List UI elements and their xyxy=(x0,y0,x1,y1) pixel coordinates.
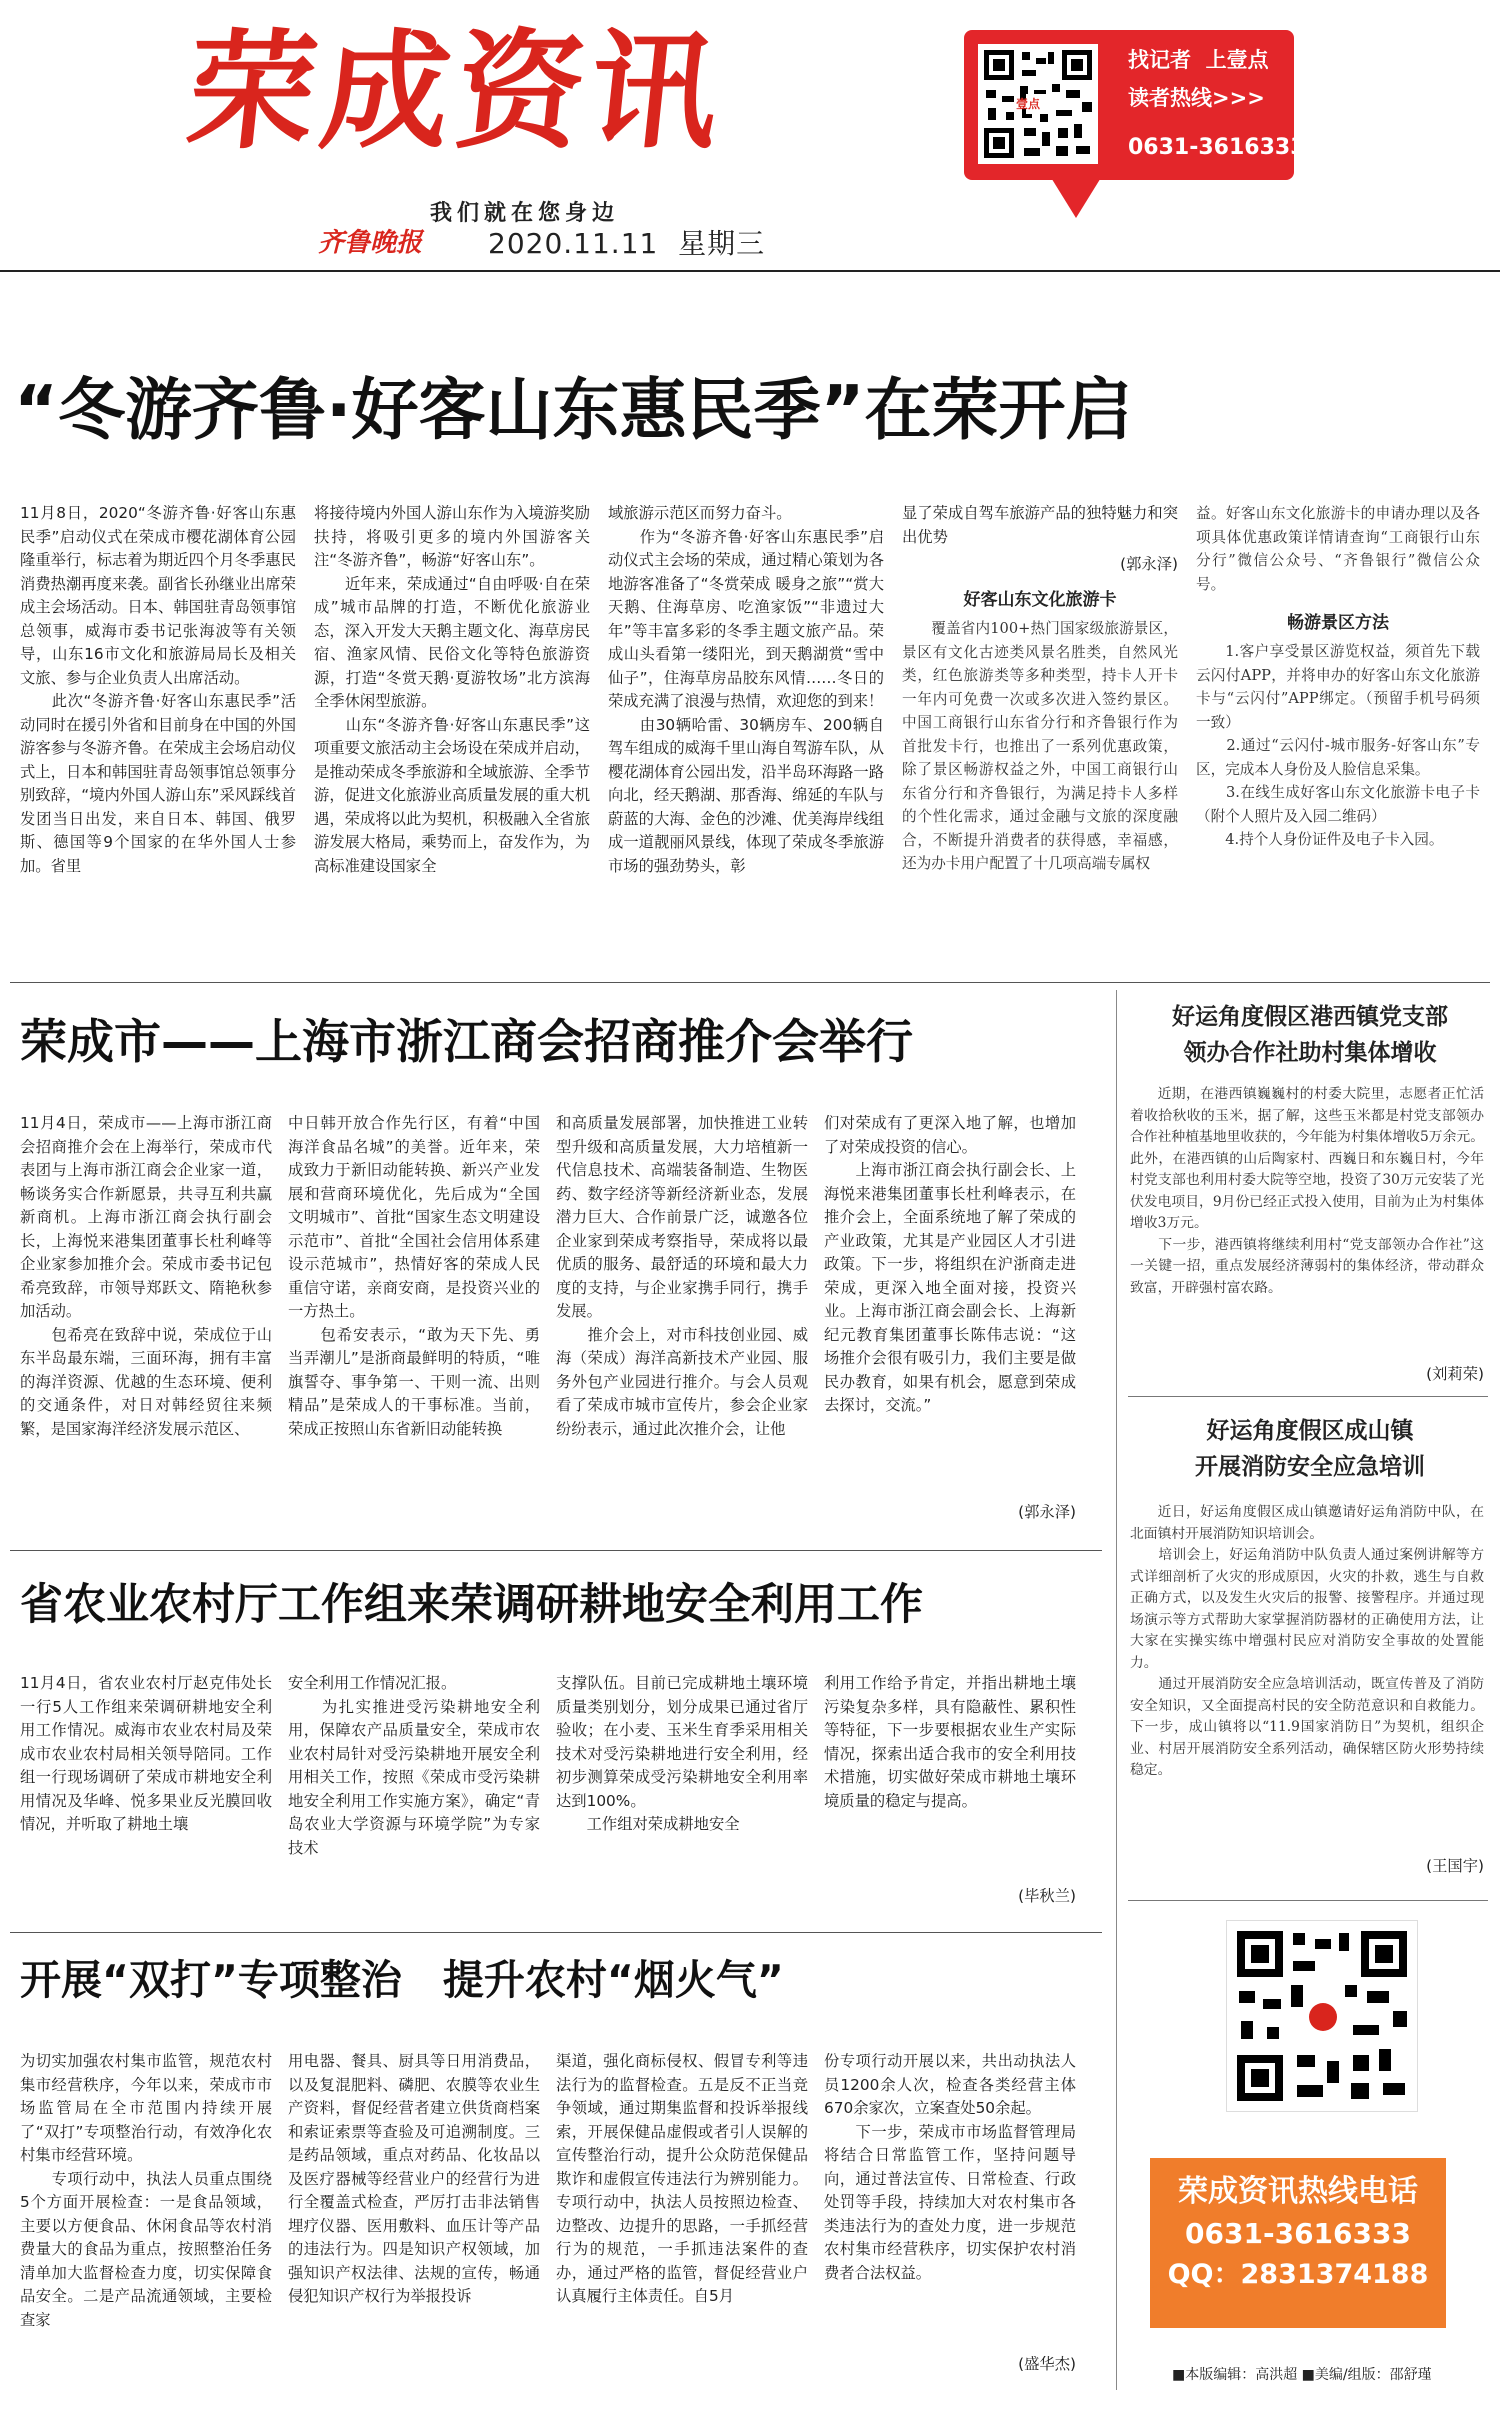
article2-author: (郭永泽) xyxy=(1018,1503,1076,1521)
hotline-phone[interactable]: 0631-3616333 xyxy=(1185,2217,1411,2250)
article3-col4: 利用工作给予肯定，并指出耕地土壤污染复杂多样，具有隐蔽性、累积性等特征，下一步要根据农业生产实际情况，探索出适合我市的安全利用技术措施，切实做好荣成市耕地土壤环境质量的稳定与提高。 xyxy=(824,1674,1076,1810)
side-column-divider xyxy=(1116,990,1117,2390)
article4-headline: 开展“双打”专项整治 提升农村“烟火气” xyxy=(20,1956,784,2004)
article2-col2: 中日韩开放合作先行区，有着“中国海洋食品名城”的美誉。近年来，荣成致力于新旧动能转换、新兴产业发展和营商环境优化，先后成为“全国文明城市”、首批“国家生态文明建设示范市”、首批“全国社会信用体系建设示范城市”，热情好客的荣成人民重信守诺，亲商安商，是投资兴业的一方热土。 包希安表示，“敢为天下先、勇当弄潮儿”是浙商最鲜明的特质，“唯旗誓夺、事争第一、干则一流、出则精品”是荣成人的干事标准。当前，荣成正按照山东省新旧动能转换 xyxy=(288,1114,540,1438)
article1-col4: 显了荣成自驾车旅游产品的独特魅力和突出优势 xyxy=(902,504,1178,546)
qr-line-reader-hotline: 读者热线>>> xyxy=(1128,86,1265,110)
hotline-qq[interactable]: QQ：2831374188 xyxy=(1167,2259,1429,2290)
paper-logo: 齐鲁晚报 xyxy=(318,228,423,258)
issue-weekday: 星期三 xyxy=(678,227,766,260)
article4-col2: 用电器、餐具、厨具等日用消费品，以及复混肥料、磷肥、农膜等农业生产资料，督促经营者建立供货商档案和索证索票等查验及可追溯制度。三是药品领域，重点对药品、化妆品以及医疗器械等经营业户的经营行为进行全覆盖式检查，严厉打击非法销售埋疗仪器、医用敷料、血压计等产品的违法行为。四是知识产权领域，加强知识产权法律、法规的宣传，畅通侵犯知识产权行为举报投诉 xyxy=(288,2052,540,2305)
article1-author: (郭永泽) xyxy=(1120,555,1178,573)
article4-col4: 份专项行动开展以来，共出动执法人员1200余人次，检查各类经营主体670余家次，立案查处50余起。 下一步，荣成市市场监督管理局将结合日常监管工作，坚持问题导向，通过普法宣传、日常检查、行政处罚等手段，持续加大对农村集市各类违法行为的查处力度，进一步规范农村集市经营秩序，切实保护农村消费者合法权益。 xyxy=(824,2052,1076,2282)
hotline-box xyxy=(1150,2158,1446,2328)
article1-col5-title: 畅游景区方法 xyxy=(1287,613,1389,633)
qr-line-find-reporter: 找记者 上壹点 xyxy=(1128,48,1269,72)
article3-rule xyxy=(10,1932,1102,1933)
issue-date-value: 2020.11.11 xyxy=(488,227,659,260)
masthead-title: 荣成资讯 xyxy=(180,18,732,167)
article4-col3: 渠道，强化商标侵权、假冒专利等违法行为的监督检查。五是反不正当竞争领域，通过期集监督和投诉举报线索，开展保健品虚假或者引人误解的宣传整治行动，提升公众防范保健品欺诈和虚假宣传违法行为辨别能力。专项行动中，执法人员按照边检查、边整改、边提升的思路，一手抓经营行为的规范，一手抓违法案件的查办，通过严格的监管，督促经营业户认真履行主体责任。自5月 xyxy=(556,2052,808,2305)
article3-col3: 支撑队伍。目前已完成耕地土壤环境质量类别划分，划分成果已通过省厅验收；在小麦、玉米生育季采用相关技术对受污染耕地进行安全利用，经初步测算荣成受污染耕地安全利用率达到100%。 工作组对荣成耕地安全 xyxy=(556,1674,808,1833)
masthead-slogan: 我们就在您身边 xyxy=(430,201,620,226)
masthead-rule xyxy=(0,270,1500,272)
side2-author: (王国宇) xyxy=(1426,1857,1484,1875)
article2-col1: 11月4日，荣成市——上海市浙江商会招商推介会在上海举行，荣成市代表团与上海市浙江商会企业家一道，畅谈务实合作新愿景，共寻互利共赢新商机。上海市浙江商会执行副会长，上海悦来港集团董事长杜利峰等企业家参加推介会。荣成市委书记包希亮致辞，市领导郑跃文、隋艳秋参加活动。 包希亮在致辞中说，荣成位于山东半岛最东端，三面环海，拥有丰富的海洋资源、优越的生态环境、便利的交通条件，对日对韩经贸往来频繁，是国家海洋经济发展示范区、 xyxy=(20,1114,272,1438)
article2-col4: 们对荣成有了更深入地了解，也增加了对荣成投资的信心。 上海市浙江商会执行副会长、上海悦来港集团董事长杜利峰表示，在推介会上，全面系统地了解了荣成的产业政策，尤其是产业园区人才引进政策。下一步，将组织在沪浙商走进荣成，更深入地全面对接，投资兴业。上海市浙江商会副会长、上海新纪元教育集团董事长陈伟志说：“这场推介会很有吸引力，我们主要是做民办教育，如果有机会，愿意到荣成去探讨，交流。” xyxy=(824,1114,1076,1414)
article4-col1: 为切实加强农村集市监管，规范农村集市经营秩序，今年以来，荣成市市场监管局在全市范围内持续开展了“双打”专项整治行动，有效净化农村集市经营环境。 专项行动中，执法人员重点围绕5个方面开展检查：一是食品领域，主要以方便食品、休闲食品等农村消费量大的食品为重点，按照整治任务清单加大监督检查力度，切实保障食品安全。二是产品流通领域，主要检查家 xyxy=(20,2052,272,2329)
article1-col2: 将接待境内外国人游山东作为入境游奖励扶持，将吸引更多的境内外国游客关注“冬游齐鲁”，畅游“好客山东”。 近年来，荣成通过“自由呼吸·自在荣成”城市品牌的打造，不断优化旅游业态，深入开发大天鹅主题文化、海草房民宿、渔家风情、民俗文化等特色旅游资源，打造“冬赏天鹅·夏游牧场”北方滨海全季休闲型旅游。 山东“冬游齐鲁·好客山东惠民季”这项重要文旅活动主会场设在荣成并启动，是推动荣成冬季旅游和全域旅游、全季节游，促进文化旅游业高质量发展的重大机遇，荣成将以此为契机，积极融入全省旅游发展大格局，乘势而上，奋发作为，为高标准建设国家全 xyxy=(314,504,590,875)
article3-headline: 省农业农村厅工作组来荣调研耕地安全利用工作 xyxy=(20,1580,923,1630)
article2-col3: 和高质量发展部署，加快推进工业转型升级和高质量发展，大力培植新一代信息技术、高端装备制造、生物医药、数字经济等新经济新业态，发展潜力巨大、合作前景广泛，诚邀各位企业家到荣成考察指导，荣成将以最优质的服务、最舒适的环境和最大力度的支持，与企业家携手同行，携手发展。 推介会上，对市科技创业园、威海（荣成）海洋高新技术产业园、服务外包产业园进行推介。与会人员观看了荣成市城市宣传片，参会企业家纷纷表示，通过此次推介会，让他 xyxy=(556,1114,808,1438)
article3-col2: 安全利用工作情况汇报。 为扎实推进受污染耕地安全利用，保障农产品质量安全，荣成市农业农村局针对受污染耕地开展安全利用相关工作，按照《荣成市受污染耕地安全利用工作实施方案》，确定“青岛农业大学资源与环境学院”为专家技术 xyxy=(288,1674,540,1857)
article1-col1: 11月8日，2020“冬游齐鲁·好客山东惠民季”启动仪式在荣成市樱花湖体育公园隆重举行，标志着为期近四个月冬季惠民消费热潮再度来袭。副省长孙继业出席荣成主会场活动。日本、韩国驻青岛领事馆总领事，威海市委书记张海波等有关领导，山东16市文化和旅游局局长及相关文旅、参与企业负责人出席活动。 此次“冬游齐鲁·好客山东惠民季”活动同时在援引外省和目前身在中国的外国游客参与冬游齐鲁。在荣成主会场启动仪式上，日本和韩国驻青岛领事馆总领事分别致辞，“境内外国人游山东”采风踩线首发团当日出发，来自日本、韩国、俄罗斯、德国等9个国家的在华外国人士参加。省里 xyxy=(20,504,296,875)
article2-headline: 荣成市——上海市浙江商会招商推介会举行 xyxy=(20,1015,913,1070)
side1-headline-line2: 领办合作社助村集体增收 xyxy=(1183,1040,1437,1066)
editor-credits: ■本版编辑：高洪超 ■美编/组版：邵舒瑾 xyxy=(1172,2367,1432,2383)
article1-rule xyxy=(10,982,1490,983)
bottom-qr-code-icon[interactable] xyxy=(1226,1920,1418,2112)
side1-rule xyxy=(1128,1396,1488,1397)
side2-headline-line1: 好运角度假区成山镇 xyxy=(1206,1418,1414,1444)
qr-brand-label: 壹点 xyxy=(1016,97,1041,111)
article4-author: (盛华杰) xyxy=(1018,2355,1076,2373)
article1-headline: “冬游齐鲁·好客山东惠民季”在荣开启 xyxy=(14,371,1133,449)
side1-headline-line1: 好运角度假区港西镇党支部 xyxy=(1172,1004,1448,1030)
article1-sidebar-text: 覆盖省内100+热门国家级旅游景区，景区有文化古迹类风景名胜类，自然风光类，红色旅游类等多种类型，持卡人开卡一年内可免费一次或多次进入签约景区。中国工商银行山东省分行和齐鲁银行作为首批发卡行，也推出了一系列优惠政策，除了景区畅游权益之外，中国工商银行山东省分行和齐鲁银行，为满足持卡人多样的个性化需求，通过金融与文旅的深度融合，不断提升消费者的获得感，幸福感，还为办卡用户配置了十几项高端专属权 xyxy=(902,620,1178,872)
article3-col1: 11月4日，省农业农村厅赵克伟处长一行5人工作组来荣调研耕地安全利用工作情况。威海市农业农村局及荣成市农业农村局相关领导陪同。工作组一行现场调研了荣成市耕地安全利用情况及华峰、悦多果业反光膜回收情况，并听取了耕地土壤 xyxy=(20,1674,272,1833)
article1-col3: 域旅游示范区而努力奋斗。 作为“冬游齐鲁·好客山东惠民季”启动仪式主会场的荣成，通过精心策划为各地游客准备了“冬赏荣成 暖身之旅”“赏大天鹅、住海草房、吃渔家饭”“非遗过大年”等丰富多彩的冬季主题文旅产品。荣成山头看第一缕阳光，到天鹅湖赏“雪中仙子”，住海草房品胶东风情……冬日的荣成充满了浪漫与热情，欢迎您的到来！ 由30辆哈雷、30辆房车、200辆自驾车组成的威海千里山海自驾游车队，从樱花湖体育公园出发，沿半岛环海路一路向北，经天鹅湖、那香海、绵延的车队与蔚蓝的大海、金色的沙滩、优美海岸线组成一道靓丽风景线，体现了荣成冬季旅游市场的强劲势头，彰 xyxy=(608,504,884,875)
hotline-title: 荣成资讯热线电话 xyxy=(1178,2174,1418,2209)
issue-date xyxy=(488,222,765,262)
side2-headline-line2: 开展消防安全应急培训 xyxy=(1195,1454,1425,1480)
side2-rule xyxy=(1128,1900,1488,1901)
article1-col5-steps: 1.客户享受景区游览权益，须首先下载云闪付APP，并将申办的好客山东文化旅游卡与“云闪付”APP绑定。（预留手机号码须一致） 2.通过“云闪付-城市服务-好客山东”专区，完成本人身份及人脸信息采集。 3.在线生成好客山东文化旅游卡电子卡（附个人照片及入园二维码） 4.持个人身份证件及电子卡入园。 xyxy=(1196,643,1480,848)
badge-tail xyxy=(1050,176,1102,218)
qr-phone-number[interactable]: 0631-3616333 xyxy=(1128,135,1306,160)
article1-col5-top: 益。好客山东文化旅游卡的申请办理以及各项具体优惠政策详情请查询“工商银行山东分行”微信公众号、“齐鲁银行”微信公众号。 xyxy=(1196,505,1480,593)
side1-text: 近期，在港西镇巍巍村的村委大院里，志愿者正忙活着收拾秋收的玉米，据了解，这些玉米都是村党支部领办合作社种植基地里收获的，今年能为村集体增收5万余元。此外，在港西镇的山后陶家村、西巍日和东巍日村，今年村党支部也利用村委大院等空地，投资了30万元安装了光伏发电项目，9月份已经正式投入使用，目前为止为村集体增收3万元。 下一步，港西镇将继续利用村“党支部领办合作社”这一关键一招，重点发展经济薄弱村的集体经济，带动群众致富，开辟强村富农路。 xyxy=(1130,1086,1484,1296)
article2-rule xyxy=(10,1550,1102,1551)
article1-sidebar-title: 好客山东文化旅游卡 xyxy=(963,590,1117,610)
side1-author: (刘莉荣) xyxy=(1426,1365,1484,1383)
side2-text: 近日，好运角度假区成山镇邀请好运角消防中队，在北面镇村开展消防知识培训会。 培训会上，好运角消防中队负责人通过案例讲解等方式详细剖析了火灾的形成原因，火灾的扑救，逃生与自救正确方式，以及发生火灾后的报警、接警程序。并通过现场演示等方式帮助大家掌握消防器材的正确使用方法，让大家在实操实练中增强村民应对消防安全事故的处置能力。 通过开展消防安全应急培训活动，既宣传普及了消防安全知识，又全面提高村民的安全防范意识和自救能力。下一步，成山镇将以“11.9国家消防日”为契机，组织企业、村居开展消防安全系列活动，确保辖区防火形势持续稳定。 xyxy=(1130,1504,1484,1778)
article3-author: (毕秋兰) xyxy=(1018,1887,1076,1905)
